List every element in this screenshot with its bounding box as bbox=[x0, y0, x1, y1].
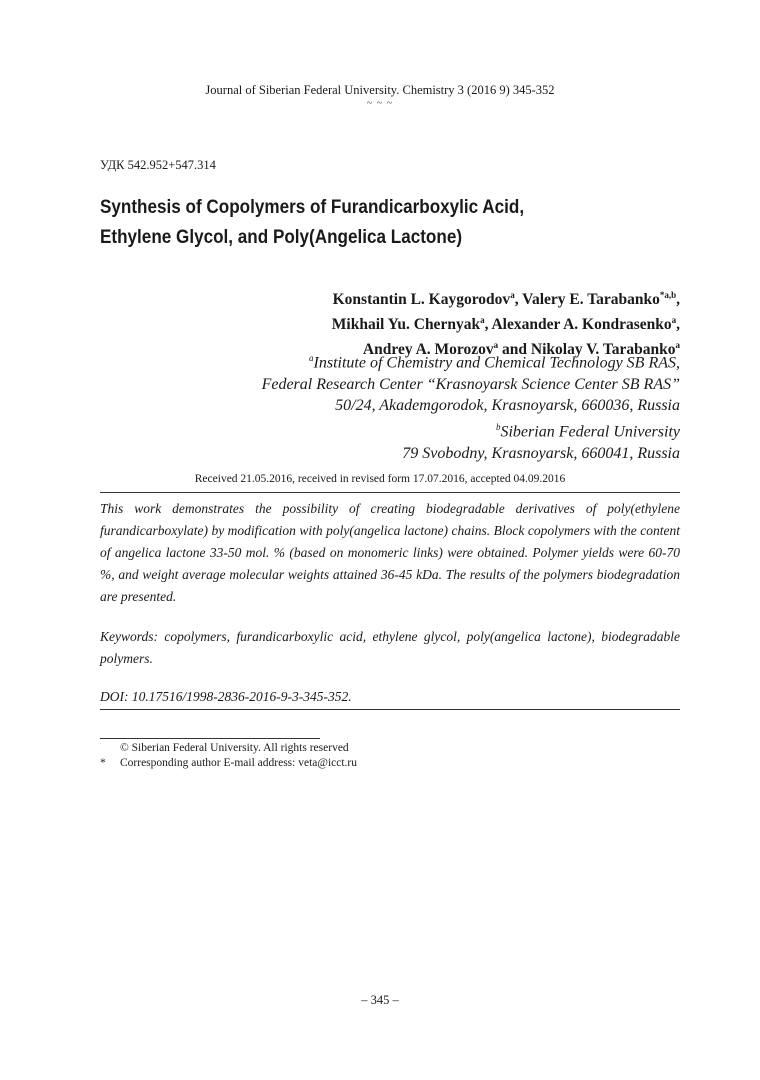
corresponding-author-footnote: Corresponding author E-mail address: veta@icct.ru bbox=[120, 757, 358, 769]
abstract-bottom-rule bbox=[100, 709, 680, 710]
author-name: Nikolay V. Tarabanko bbox=[530, 341, 676, 359]
author-name: Konstantin L. Kaygorodov bbox=[332, 291, 511, 309]
affiliations bbox=[80, 348, 680, 464]
author-name: Valery E. Tarabanko bbox=[522, 291, 660, 309]
footnote-star: * bbox=[100, 757, 106, 769]
affiliation-b-line-2: 79 Svobodny, Krasnoyarsk, 660041, Russia bbox=[402, 444, 680, 462]
udk-code: УДК 542.952+547.314 bbox=[100, 158, 216, 172]
received-dates: Received 21.05.2016, received in revised form 17.07.2016, accepted 04.09.2016 bbox=[194, 473, 566, 485]
author-affil-mark: a bbox=[675, 340, 680, 351]
author-name: Mikhail Yu. Chernyak bbox=[331, 316, 481, 334]
affiliation-b-line-1 bbox=[80, 417, 680, 443]
affil-text: Institute of Chemistry and Chemical Technology SB RAS, bbox=[313, 354, 680, 372]
affiliation-a-line-3: 50/24, Akademgorodok, Krasnoyarsk, 660036, Russia bbox=[335, 397, 680, 415]
author-separator: , bbox=[484, 316, 492, 334]
doi: DOI: 10.17516/1998-2836-2016-9-3-345-352. bbox=[100, 689, 352, 704]
author-name: Alexander A. Kondrasenko bbox=[491, 316, 672, 334]
affiliation-a-line-2: Federal Research Center “Krasnoyarsk Science Center SB RAS” bbox=[261, 375, 680, 393]
author-separator: and bbox=[498, 341, 531, 359]
affil-mark: a bbox=[309, 353, 314, 363]
author-line-2 bbox=[100, 310, 680, 335]
author-line-1 bbox=[100, 285, 680, 310]
header-ornament: ~ ~ ~ bbox=[366, 98, 394, 109]
author-affil-mark: a bbox=[493, 340, 499, 351]
abstract: This work demonstrates the possibility of creating biodegradable derivatives of poly(ethylene furandicarboxylate) by modification with poly(angelica lactone) chains. Block copolymers with the content of angelica lactone 33-50 mol. % (based on monomeric links) were obtained. Polymer yields were 60-70 %, and weight average molecular weights attained 36-45 kDa. The results of the polymers biodegradation are presented. bbox=[100, 501, 680, 604]
affil-mark: b bbox=[495, 421, 501, 432]
author-affil-mark: *a,b bbox=[659, 290, 677, 300]
abstract-top-rule bbox=[100, 492, 680, 493]
author-separator: , bbox=[514, 291, 523, 309]
author-separator: , bbox=[676, 291, 680, 309]
author-affil-mark: a bbox=[671, 315, 677, 326]
affiliation-a-line-1 bbox=[80, 348, 680, 374]
author-separator: , bbox=[676, 316, 680, 334]
author-affil-mark: a bbox=[510, 290, 515, 300]
author-affil-mark: a bbox=[480, 315, 485, 326]
keywords: Keywords: copolymers, furandicarboxylic acid, ethylene glycol, poly(angelica lactone), biodegradable polymers. bbox=[100, 629, 680, 666]
page-number: – 345 – bbox=[361, 993, 399, 1007]
affil-text: Siberian Federal University bbox=[500, 423, 680, 441]
copyright-footnote: © Siberian Federal University. All rights reserved bbox=[120, 742, 349, 754]
author-name: Andrey A. Morozov bbox=[362, 341, 494, 359]
footnote-rule bbox=[100, 738, 320, 739]
title-line-2: Ethylene Glycol, and Poly(Angelica Lactone) bbox=[100, 227, 463, 248]
journal-header: Journal of Siberian Federal University. Chemistry 3 (2016 9) 345-352 bbox=[205, 83, 555, 97]
title-line-1: Synthesis of Copolymers of Furandicarboxylic Acid, bbox=[100, 197, 525, 218]
paper-title bbox=[100, 193, 604, 253]
